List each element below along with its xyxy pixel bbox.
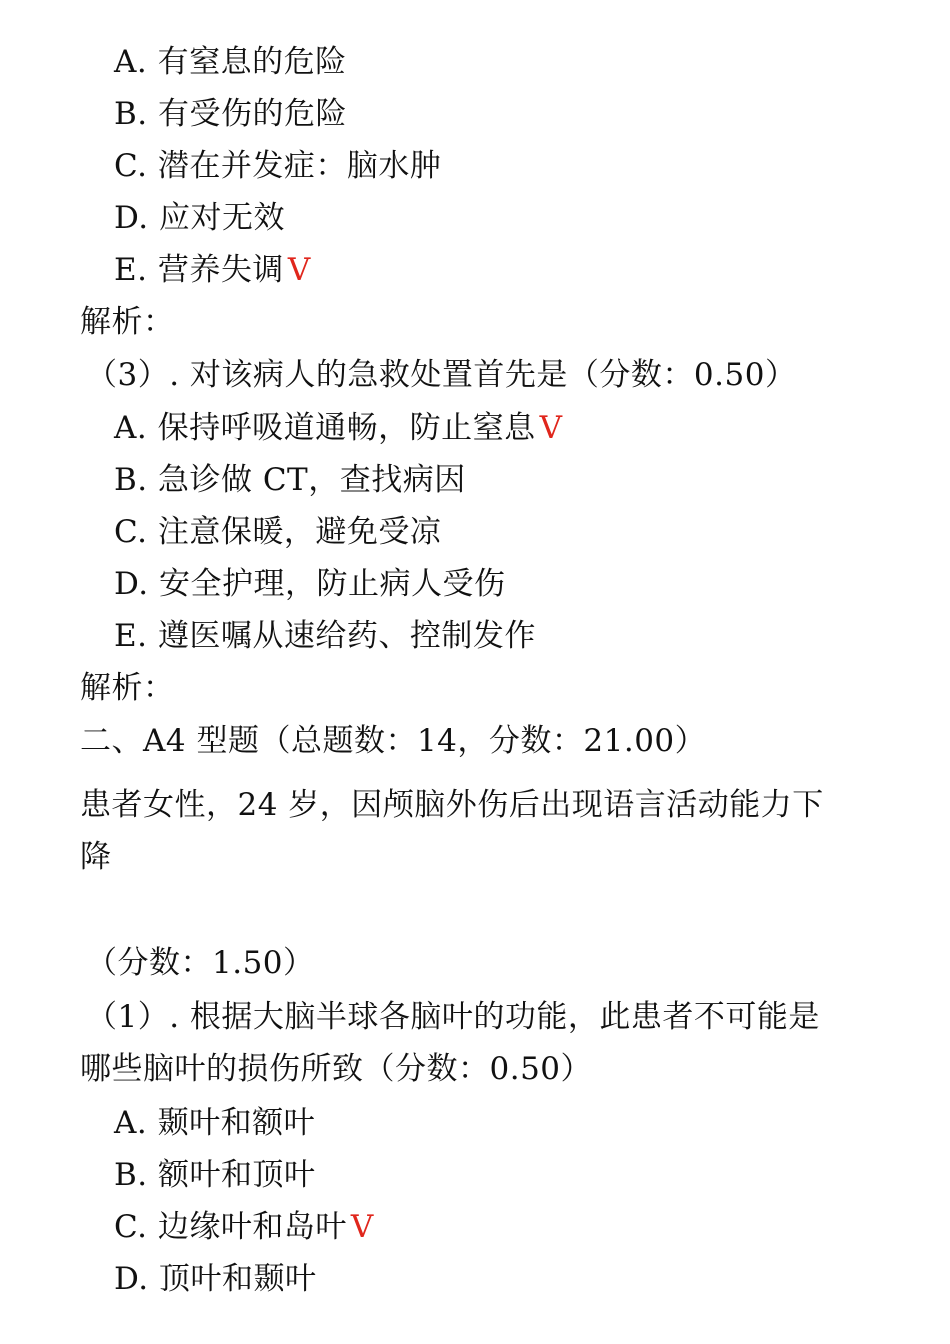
option-a [114, 1103, 315, 1143]
option-text: A. 有窒息的危险 [114, 44, 347, 80]
option-d [114, 198, 285, 238]
option-c [114, 1207, 374, 1247]
option-text: D. 安全护理，防止病人受伤 [114, 566, 506, 602]
option-c [114, 146, 441, 186]
option-text: C. 注意保暖，避免受凉 [114, 514, 442, 550]
option-text: C. 潜在并发症：脑水肿 [114, 148, 442, 184]
section-heading [80, 721, 706, 761]
option-e [114, 250, 311, 290]
section-heading-text: 二、A4 型题（总题数：14，分数：21.00） [80, 723, 707, 759]
option-text: C. 边缘叶和岛叶 [114, 1209, 347, 1245]
question-title-text: 哪些脑叶的损伤所致（分数：0.50） [80, 1051, 593, 1087]
correct-mark-icon: V [350, 1209, 374, 1245]
option-text: B. 额叶和顶叶 [114, 1157, 316, 1193]
option-text: D. 应对无效 [114, 200, 285, 236]
case-score [86, 943, 315, 983]
option-text: B. 有受伤的危险 [114, 96, 347, 132]
question-title-line-1 [86, 997, 820, 1037]
question-title [86, 355, 796, 395]
option-text: E. 营养失调 [114, 252, 284, 288]
option-a [114, 42, 347, 82]
correct-mark-icon: V [287, 252, 311, 288]
analysis-label [80, 302, 175, 342]
analysis-text: 解析： [80, 670, 175, 706]
option-b [114, 1155, 316, 1195]
option-b [114, 94, 347, 134]
option-text: A. 颞叶和额叶 [114, 1105, 316, 1141]
correct-mark-icon: V [539, 410, 563, 446]
option-c [114, 512, 441, 552]
question-title-text: （3）. 对该病人的急救处置首先是（分数：0.50） [86, 357, 797, 393]
question-title-line-2 [80, 1049, 592, 1089]
case-description-line-1 [80, 785, 824, 825]
case-text: 患者女性，24 岁，因颅脑外伤后出现语言活动能力下 [80, 787, 824, 823]
option-text: E. 遵医嘱从速给药、控制发作 [114, 618, 536, 654]
option-d [114, 564, 505, 604]
option-text: A. 保持呼吸道通畅，防止窒息 [114, 410, 536, 446]
option-text: B. 急诊做 CT，查找病因 [114, 462, 466, 498]
case-text: 降 [80, 839, 112, 875]
option-e [114, 616, 536, 656]
analysis-label [80, 668, 175, 708]
option-d [114, 1259, 316, 1299]
option-a [114, 408, 563, 448]
case-description-line-2 [80, 837, 112, 877]
option-text: D. 顶叶和颞叶 [114, 1261, 317, 1297]
analysis-text: 解析： [80, 304, 175, 340]
option-b [114, 460, 466, 500]
question-title-text: （1）. 根据大脑半球各脑叶的功能，此患者不可能是 [86, 999, 820, 1035]
case-score-text: （分数：1.50） [86, 945, 315, 981]
